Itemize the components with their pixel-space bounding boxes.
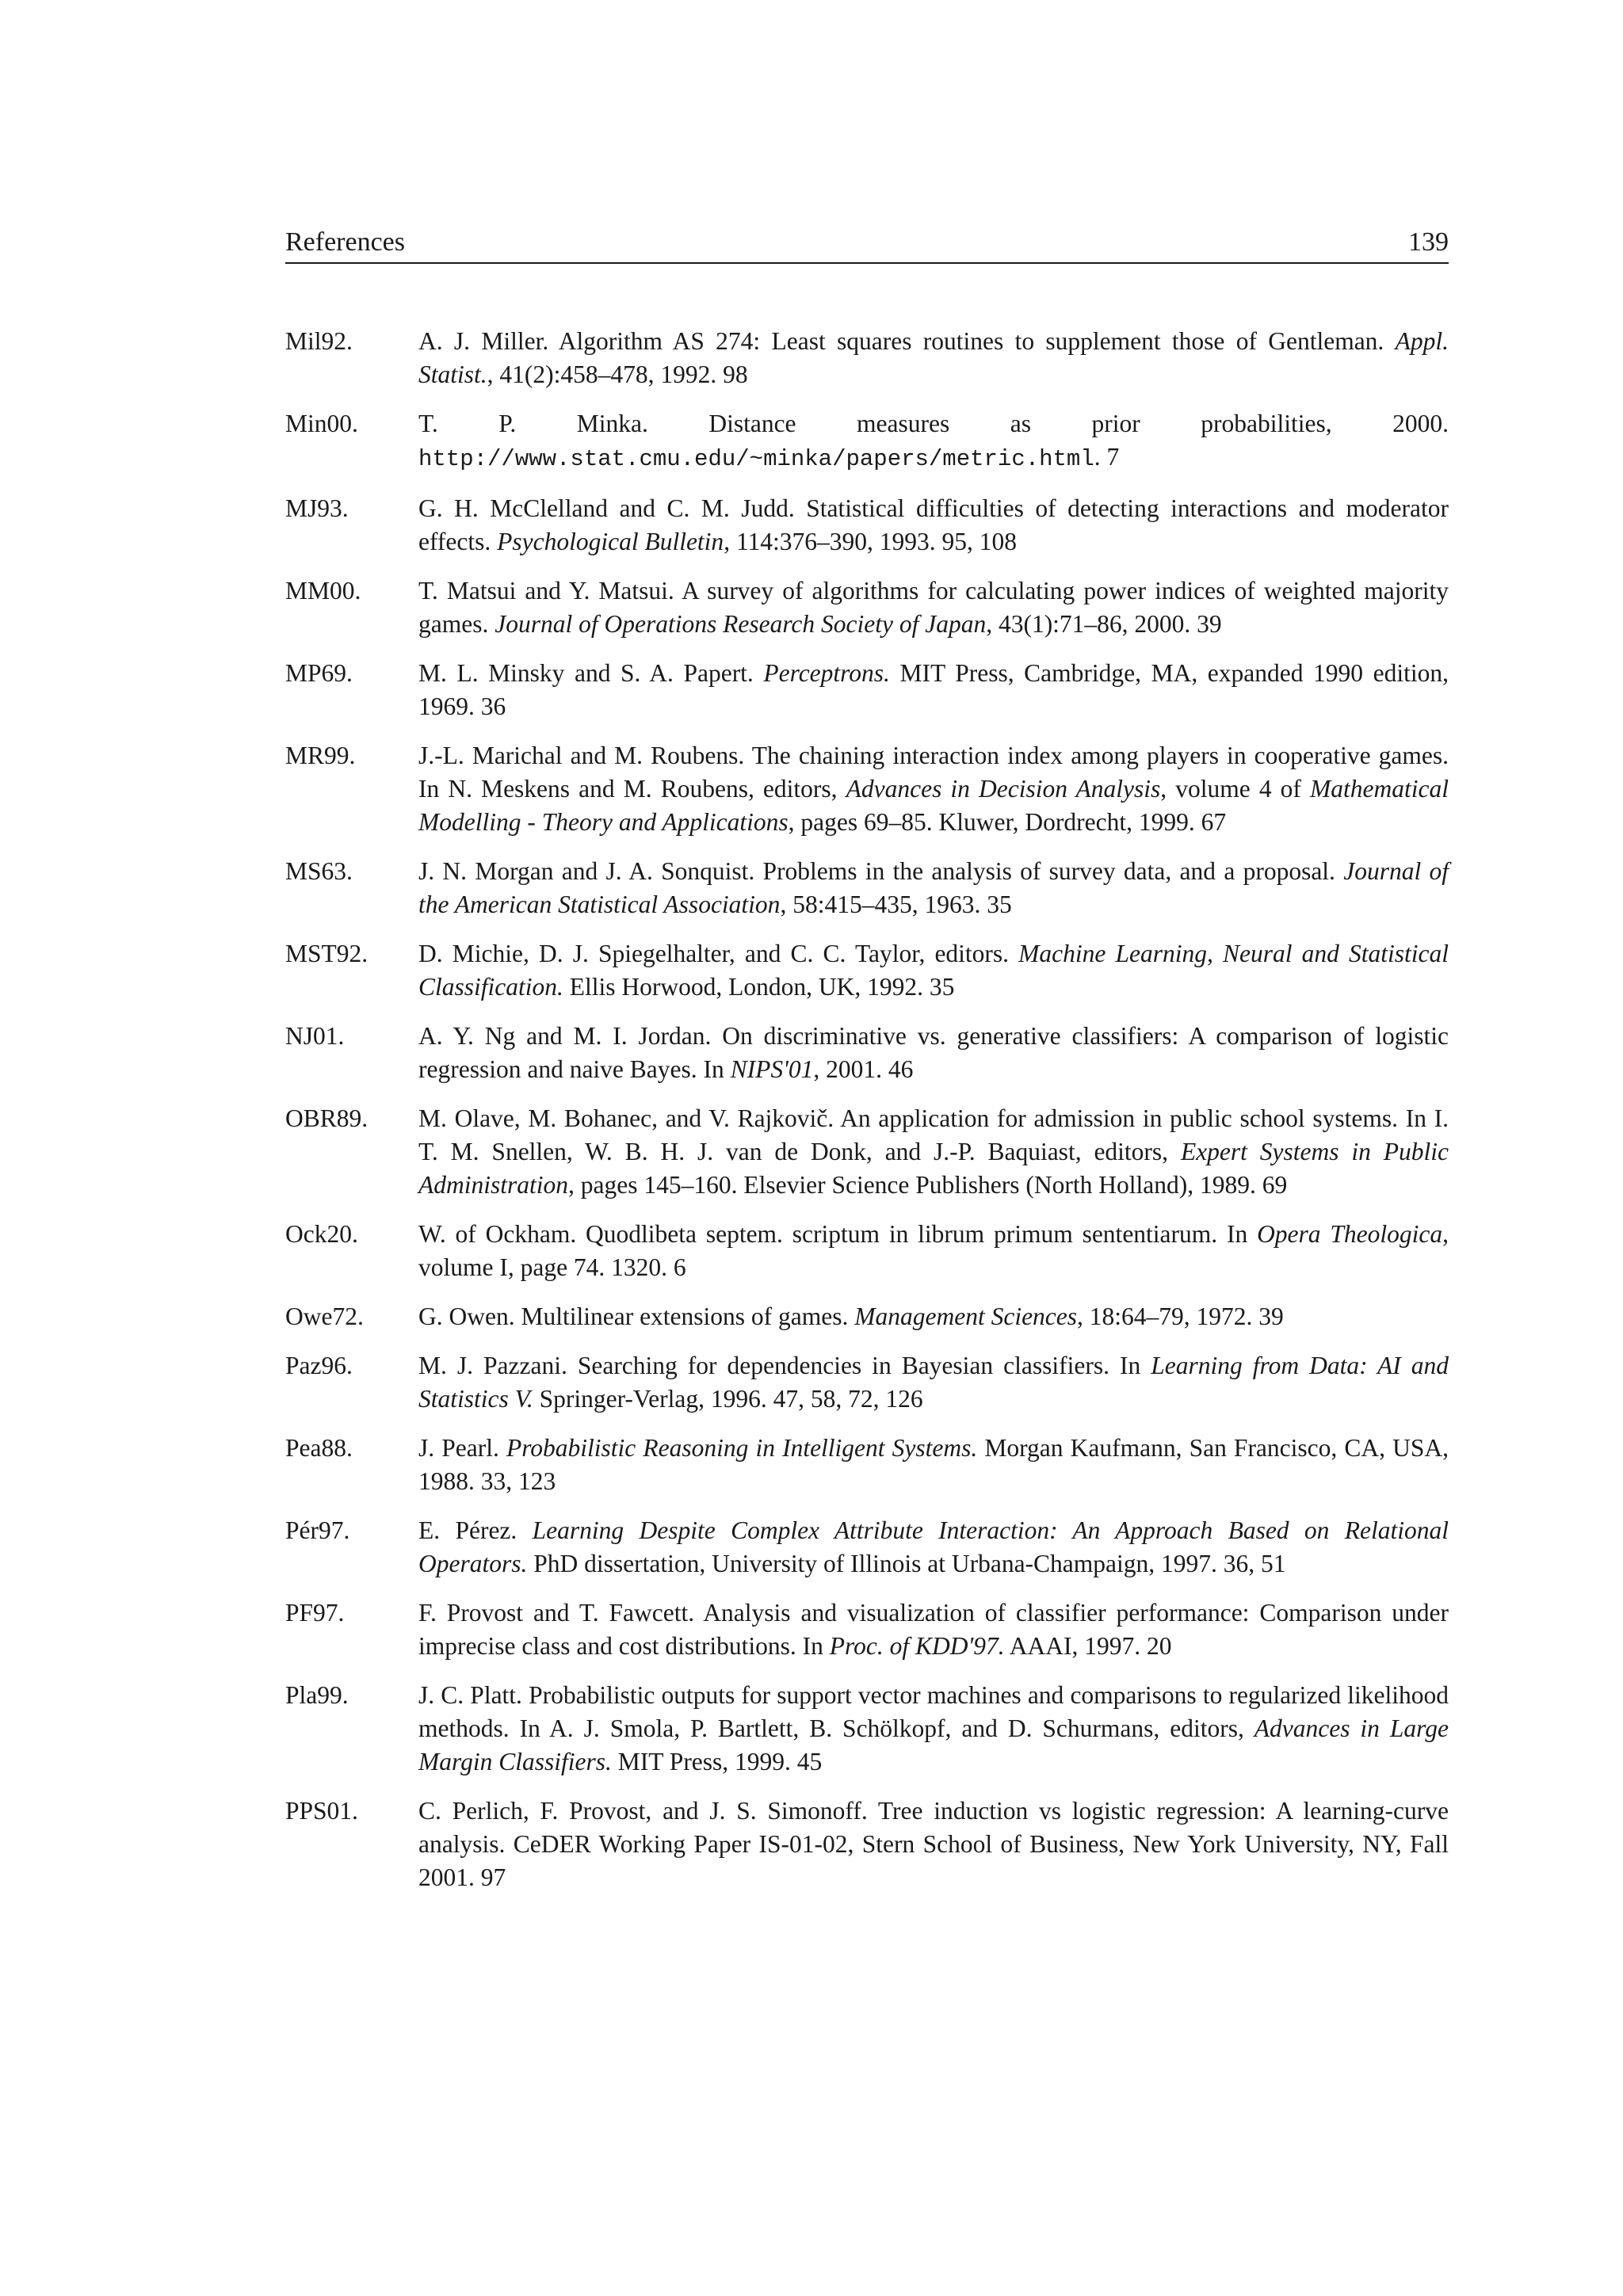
reference-entry	[285, 1432, 1449, 1498]
reference-title-italic: Psychological Bulletin	[497, 528, 724, 555]
reference-text-segment: Morgan Kaufmann, San Francisco, CA, USA, 1988. 33, 123	[418, 1434, 1449, 1495]
reference-entry	[285, 657, 1449, 723]
reference-text-segment: , pages 145–160. Elsevier Science Publishers (North Holland), 1989. 69	[568, 1171, 1288, 1199]
reference-text-segment: D. Michie, D. J. Spiegelhalter, and C. C. Taylor, editors.	[418, 940, 1019, 967]
header-rule	[285, 262, 1449, 264]
reference-text	[418, 574, 1449, 641]
reference-text-segment: MIT Press, Cambridge, MA, expanded 1990 edition, 1969. 36	[418, 659, 1449, 720]
reference-key: MM00.	[285, 577, 361, 605]
reference-key: Pér97.	[285, 1516, 350, 1544]
reference-text-segment: W. of Ockham. Quodlibeta septem. scriptum in librum primum sententiarum. In	[418, 1220, 1258, 1248]
reference-entry	[285, 1794, 1449, 1894]
reference-key: MR99.	[285, 742, 356, 769]
reference-text-segment: M. Olave, M. Bohanec, and V. Rajkovič. An application for admission in public school systems. In I. T. M. Snellen, W. B. H. J. van de Donk, and J.-P. Baquiast, editors,	[418, 1104, 1449, 1165]
reference-title-italic: Learning Despite Complex Attribute Interaction: An Approach Based on Relational Operators.	[418, 1516, 1449, 1577]
reference-text	[418, 407, 1449, 476]
reference-title-italic: Journal of the American Statistical Association	[418, 857, 1449, 918]
reference-key: Pla99.	[285, 1681, 349, 1709]
reference-url: http://www.stat.cmu.edu/~minka/papers/metric.html	[418, 446, 1094, 472]
reference-text	[418, 1349, 1449, 1416]
reference-key: Min00.	[285, 410, 358, 437]
reference-text-segment: , 2001. 46	[813, 1055, 914, 1083]
reference-text-segment: F. Provost and T. Fawcett. Analysis and visualization of classifier performance: Comparison under imprecise class and cost distributions. In	[418, 1599, 1449, 1660]
reference-key: Owe72.	[285, 1302, 364, 1330]
reference-text-segment: , 43(1):71–86, 2000. 39	[986, 610, 1222, 638]
reference-text	[418, 492, 1449, 559]
reference-text-segment: , 114:376–390, 1993. 95, 108	[724, 528, 1018, 555]
reference-text	[418, 1596, 1449, 1663]
reference-title-italic: Probabilistic Reasoning in Intelligent Systems.	[506, 1434, 978, 1462]
reference-entry	[285, 325, 1449, 391]
reference-text-segment: M. L. Minsky and S. A. Papert.	[418, 659, 764, 687]
reference-entry	[285, 1679, 1449, 1779]
reference-text	[418, 1794, 1449, 1894]
reference-key: Pea88.	[285, 1434, 353, 1462]
reference-text-segment: AAAI, 1997. 20	[1004, 1632, 1172, 1660]
reference-key: Mil92.	[285, 327, 353, 355]
reference-text-segment: , 41(2):458–478, 1992. 98	[487, 360, 748, 388]
reference-title-italic: Expert Systems in Public Administration	[418, 1138, 1449, 1199]
reference-text	[418, 1020, 1449, 1086]
reference-title-italic: Management Sciences	[854, 1302, 1078, 1330]
reference-entry	[285, 937, 1449, 1004]
page-number: 139	[1408, 227, 1449, 257]
reference-title-italic: Advances in Decision Analysis	[846, 775, 1161, 803]
reference-key: PF97.	[285, 1599, 345, 1627]
reference-title-italic: Perceptrons.	[763, 659, 890, 687]
reference-entry	[285, 492, 1449, 559]
reference-title-italic: Appl. Statist.	[418, 327, 1449, 388]
reference-text-segment: T. Matsui and Y. Matsui. A survey of algorithms for calculating power indices of weighted majority games.	[418, 577, 1449, 638]
reference-entry	[285, 1349, 1449, 1416]
reference-text-segment: , 18:64–79, 1972. 39	[1077, 1302, 1284, 1330]
reference-list	[285, 325, 1449, 1910]
running-header	[285, 227, 1449, 258]
reference-text-segment: M. J. Pazzani. Searching for dependencies in Bayesian classifiers. In	[418, 1352, 1151, 1379]
reference-entry	[285, 1596, 1449, 1663]
reference-text-segment: T. P. Minka. Distance measures as prior probabilities, 2000.	[418, 410, 1449, 437]
reference-text-segment: . 7	[1094, 443, 1120, 471]
reference-text-segment: J. C. Platt. Probabilistic outputs for support vector machines and comparisons to regularized likelihood methods. In A. J. Smola, P. Bartlett, B. Schölkopf, and D. Schurmans, editors,	[418, 1681, 1449, 1742]
reference-title-italic: Journal of Operations Research Society of Japan	[495, 610, 987, 638]
reference-title-italic: Mathematical Modelling - Theory and Applications	[418, 775, 1449, 836]
reference-entry	[285, 1102, 1449, 1202]
reference-text-segment: A. Y. Ng and M. I. Jordan. On discriminative vs. generative classifiers: A comparison of logistic regression and naive Bayes. In	[418, 1022, 1449, 1083]
reference-title-italic: Advances in Large Margin Classifiers.	[418, 1714, 1449, 1775]
reference-text-segment: Springer-Verlag, 1996. 47, 58, 72, 126	[533, 1385, 923, 1413]
reference-key: MST92.	[285, 940, 369, 967]
reference-text-segment: PhD dissertation, University of Illinois at Urbana-Champaign, 1997. 36, 51	[527, 1550, 1286, 1577]
reference-key: Paz96.	[285, 1352, 353, 1379]
reference-text-segment: C. Perlich, F. Provost, and J. S. Simonoff. Tree induction vs logistic regression: A learning-curve analysis. CeDER Working Paper IS-01-02, Stern School of Business, New York University, NY, Fall 2001. 97	[418, 1797, 1449, 1891]
reference-text-segment: , volume 4 of	[1160, 775, 1311, 803]
reference-text-segment: G. H. McClelland and C. M. Judd. Statistical difficulties of detecting interactions and moderator effects.	[418, 494, 1449, 555]
reference-text-segment: Ellis Horwood, London, UK, 1992. 35	[563, 973, 955, 1001]
reference-title-italic: Machine Learning, Neural and Statistical Classification.	[418, 940, 1449, 1001]
reference-entry	[285, 407, 1449, 476]
reference-text	[418, 1218, 1449, 1284]
reference-text	[418, 937, 1449, 1004]
reference-text	[418, 855, 1449, 921]
reference-text-segment: A. J. Miller. Algorithm AS 274: Least squares routines to supplement those of Gentleman.	[418, 327, 1396, 355]
reference-key: NJ01.	[285, 1022, 345, 1050]
reference-text-segment: J. Pearl.	[418, 1434, 506, 1462]
reference-key: MJ93.	[285, 494, 349, 522]
reference-key: MS63.	[285, 857, 353, 885]
reference-key: Ock20.	[285, 1220, 358, 1248]
reference-title-italic: Proc. of KDD'97.	[829, 1632, 1005, 1660]
reference-text	[418, 1300, 1449, 1333]
reference-text-segment: J. N. Morgan and J. A. Sonquist. Problems in the analysis of survey data, and a proposal.	[418, 857, 1344, 885]
reference-text	[418, 657, 1449, 723]
reference-entry	[285, 574, 1449, 641]
reference-text-segment: G. Owen. Multilinear extensions of games.	[418, 1302, 855, 1330]
reference-text-segment: , volume I, page 74. 1320. 6	[418, 1220, 1449, 1281]
reference-entry	[285, 739, 1449, 839]
reference-title-italic: Opera Theologica	[1257, 1220, 1443, 1248]
reference-title-italic: Learning from Data: AI and Statistics V.	[418, 1352, 1449, 1413]
reference-key: PPS01.	[285, 1797, 358, 1825]
reference-text	[418, 1432, 1449, 1498]
reference-text-segment: , 58:415–435, 1963. 35	[780, 891, 1012, 918]
reference-text	[418, 1514, 1449, 1581]
reference-key: OBR89.	[285, 1104, 369, 1132]
reference-text	[418, 739, 1449, 839]
reference-text-segment: E. Pérez.	[418, 1516, 533, 1544]
reference-text-segment: J.-L. Marichal and M. Roubens. The chaining interaction index among players in cooperative games. In N. Meskens and M. Roubens, editors,	[418, 742, 1449, 803]
reference-entry	[285, 1300, 1449, 1333]
reference-key: MP69.	[285, 659, 353, 687]
reference-title-italic: NIPS'01	[730, 1055, 814, 1083]
reference-text	[418, 1102, 1449, 1202]
header-section-title: References	[285, 227, 406, 257]
reference-text	[418, 325, 1449, 391]
reference-entry	[285, 1020, 1449, 1086]
reference-text	[418, 1679, 1449, 1779]
reference-text-segment: MIT Press, 1999. 45	[611, 1748, 823, 1775]
reference-entry	[285, 855, 1449, 921]
reference-entry	[285, 1218, 1449, 1284]
reference-entry	[285, 1514, 1449, 1581]
reference-text-segment: , pages 69–85. Kluwer, Dordrecht, 1999. 67	[788, 808, 1227, 836]
